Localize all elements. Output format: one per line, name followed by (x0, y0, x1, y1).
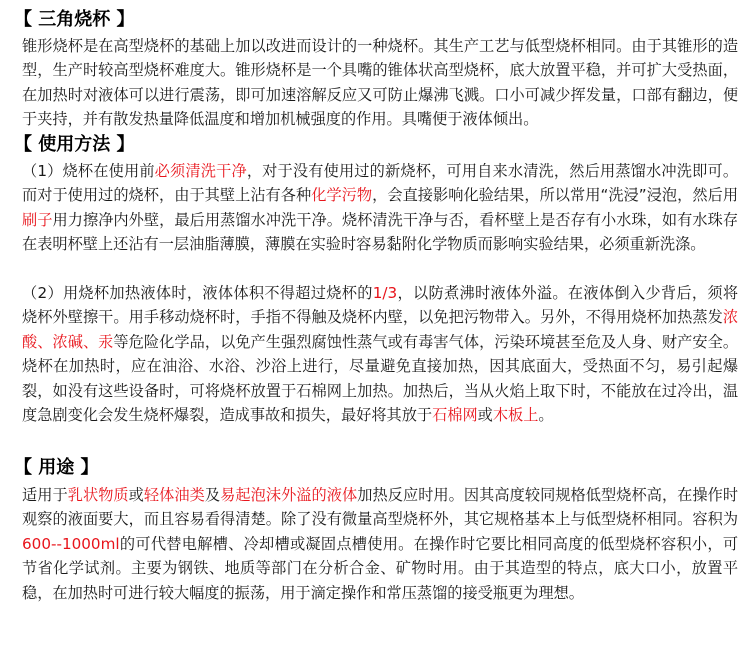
text-run: 用力擦净内外壁，最后用蒸馏水冲洗干净。烧杯清洗干净与否，看杯壁上是否存有小水珠，如有水珠存在表明杯壁上还沾有一层油脂薄膜，薄膜在实验时容易黏附化学物质而影响实验结果，必须重新洗涤。 (22, 210, 739, 254)
text-run: 。 (538, 406, 554, 425)
text-run: 的可代替电解槽、冷却槽或凝固点槽使用。在操作时它要比相同高度的低型烧杯容积小，可节省化学试剂。主要为钢铁、地质等部门在分析合金、矿物时用。由于其造型的特点，底大口小，放置平稳，在加热时可进行较大幅度的振荡，用于滴定操作和常压蒸馏的接受瓶更为理想。 (22, 534, 738, 602)
highlight-must-clean: 必须清洗干净 (154, 162, 247, 180)
highlight-chemical-dirt: 化学污物 (311, 186, 373, 205)
highlight-brush: 刷子 (22, 210, 53, 229)
text-run: ，以防煮沸时液体外溢。在液体倒入少背后，须将烧杯外壁擦干。用手移动烧杯时，手指不得触及烧杯内壁，以免把污物带入。另外，不得用烧杯加热蒸发 (22, 284, 739, 327)
text-run: 及 (204, 486, 221, 504)
applications-description (22, 483, 738, 605)
usage-step-2 (22, 281, 738, 427)
text-run: 或 (477, 406, 493, 425)
text-run: 锥形烧杯是在高型烧杯的基础上加以改进而设计的一种烧杯。其生产工艺与低型烧杯相同。由于其锥形的造型，生产时较高型烧杯难度大。锥形烧杯是一个具嘴的锥体状高型烧杯，底大放置平稳，并可扩大受热面，在加热时对液体可以进行震荡，即可加速溶解反应又可防止爆沸飞溅。口小可减少挥发量，口部有翻边，便于夹持，并有散发热量降低温度和增加机械强度的作用。具嘴便于液体倾出。 (22, 37, 738, 129)
section-heading-applications: 【 用途 】 (14, 457, 99, 478)
usage-step-1 (22, 159, 738, 257)
highlight-emulsions: 乳状物质 (67, 486, 129, 504)
highlight-one-third: 1/3 (372, 284, 398, 302)
text-run: （1）烧杯在使用前 (22, 162, 155, 180)
conical-beaker-description (22, 34, 738, 132)
text-run: ，会直接影响化验结果，所以常用“洗浸”浸泡，然后用 (372, 186, 739, 205)
section-heading-conical-beaker: 【 三角烧杯 】 (14, 9, 135, 30)
highlight-foaming-liquids: 易起泡沫外溢的液体 (220, 486, 358, 504)
highlight-volume-range: 600--1000ml (22, 534, 120, 553)
section-heading-usage-method: 【 使用方法 】 (14, 134, 135, 155)
highlight-hazardous-chemicals: 浓酸、浓碱、汞 (22, 308, 738, 351)
highlight-wood-board: 木板上 (492, 406, 539, 425)
text-run: （2）用烧杯加热液体时，液体体积不得超过烧杯的 (22, 284, 373, 302)
text-run: 等危险化学品，以免产生强烈腐蚀性蒸气或有毒害气体，污染环境甚至危及人身、财产安全。烧杯在加热时，应在油浴、水浴、沙浴上进行，尽量避免直接加热，因其底面大，受热面不匀，易引起爆裂，如没有这些设备时，可将烧杯放置于石棉网上加热。加热后，当从火焰上取下时，不能放在过冷出，温度急剧变化会发生烧杯爆裂，造成事故和损失，最好将其放于 (22, 332, 739, 425)
text-run: 加热反应时用。因其高度较同规格低型烧杯高，在操作时观察的液面要大，而且容易看得清楚。除了没有微量高型烧杯外，其它规格基本上与低型烧杯相同。容积为 (22, 486, 739, 529)
text-run: 或 (128, 486, 144, 504)
text-run: ，对于没有使用过的新烧杯，可用自来水清洗，然后用蒸馏水冲洗即可。而对于使用过的烧杯，由于其壁上沾有各种 (22, 162, 739, 205)
text-run: 适用于 (22, 486, 68, 504)
highlight-light-oils: 轻体油类 (143, 486, 205, 504)
highlight-asbestos-net: 石棉网 (432, 406, 478, 425)
